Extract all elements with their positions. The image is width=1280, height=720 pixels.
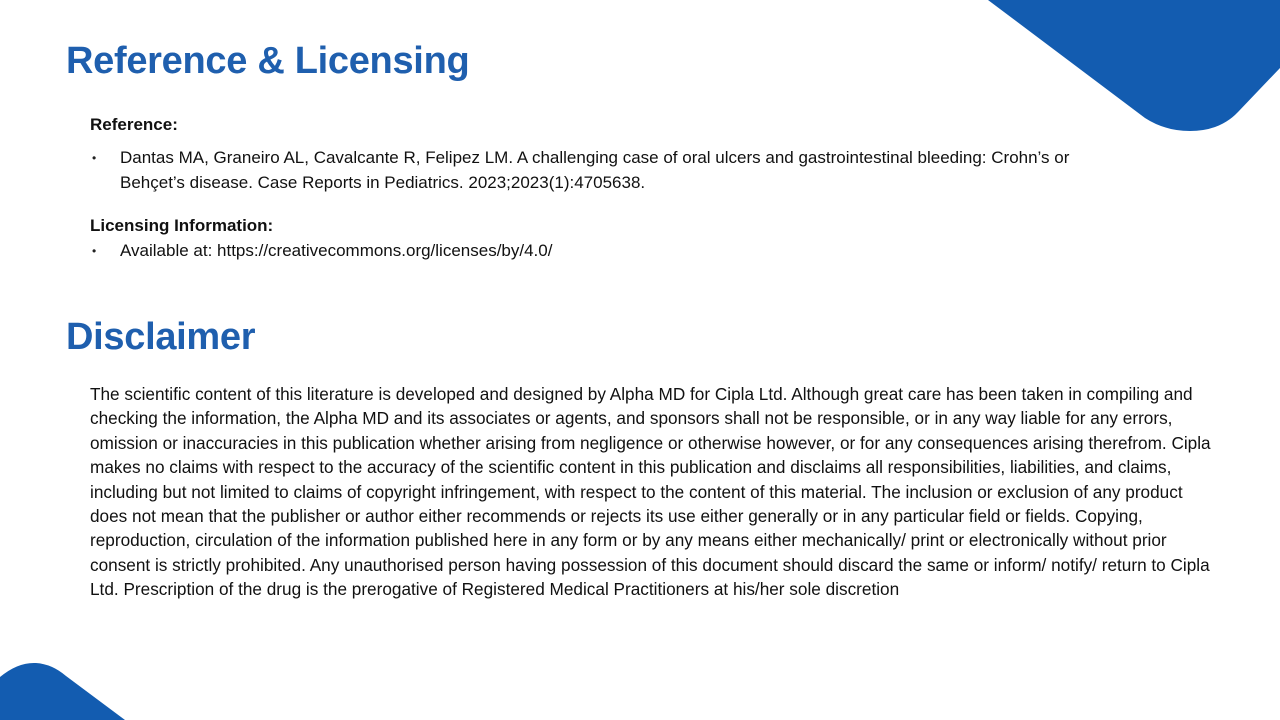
bullet-icon: • <box>92 244 97 258</box>
reference-text: Dantas MA, Graneiro AL, Cavalcante R, Felipez LM. A challenging case of oral ulcers and gastrointestinal bleeding: Crohn’s or Behçet’s disease. Case Reports in Pediatrics. 2023;2023(1):4705638. <box>120 148 1070 192</box>
reference-item <box>90 146 1090 195</box>
reference-list <box>90 146 1090 195</box>
reference-licensing-title: Reference & Licensing <box>66 40 470 82</box>
disclaimer-body: The scientific content of this literature is developed and designed by Alpha MD for Cipla Ltd. Although great care has been taken in compiling and checking the information, the Alpha MD and its associates or agents, and sponsors shall not be responsible, or in any way liable for any errors, omission or inaccuracies in this publication whether arising from negligence or otherwise however, or for any consequences arising therefrom. Cipla makes no claims with respect to the accuracy of the scientific content in this publication and disclaims all responsibilities, liabilities, and claims, including but not limited to claims of copyright infringement, with respect to the content of this material. The inclusion or exclusion of any product does not mean that the publisher or author either recommends or rejects its use either generally or in any particular field or fields. Copying, reproduction, circulation of the information published here in any form or by any means either mechanically/ print or electronically without prior consent is strictly prohibited. Any unauthorised person having possession of this document should discard the same or inform/ notify/ return to Cipla Ltd. Prescription of the drug is the prerogative of Registered Medical Practitioners at his/her sole discretion <box>90 384 1211 600</box>
bullet-icon: • <box>92 151 97 165</box>
licensing-label: Licensing Information: <box>90 216 274 235</box>
licensing-list <box>90 239 1090 264</box>
licensing-text: Available at: https://creativecommons.org/licenses/by/4.0/ <box>120 241 553 260</box>
licensing-item <box>90 239 1090 264</box>
reference-label: Reference: <box>90 115 178 134</box>
disclaimer-title: Disclaimer <box>66 316 256 358</box>
